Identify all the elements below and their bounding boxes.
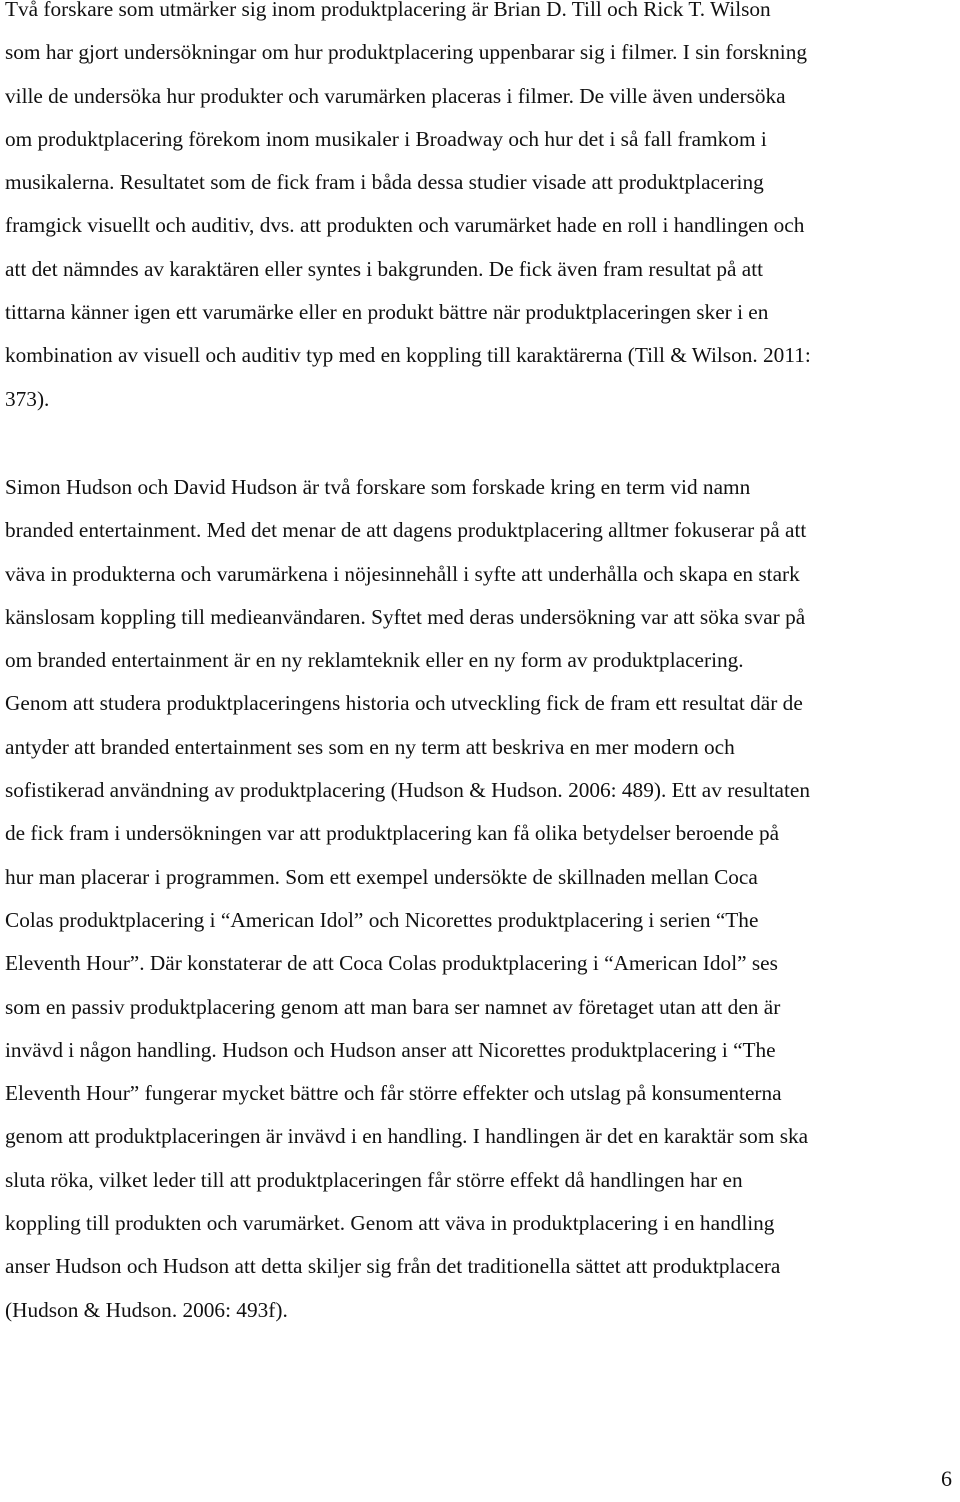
text-line: hur man placerar i programmen. Som ett exempel undersökte de skillnaden mellan Coca — [5, 864, 758, 889]
text-line: Eleventh Hour” fungerar mycket bättre och får större effekter och utslag på konsumenterna — [5, 1081, 782, 1106]
text-line: antyder att branded entertainment ses som en ny term att beskriva en mer modern och — [5, 734, 735, 759]
text-line: väva in produkterna och varumärkena i nöjesinnehåll i syfte att underhålla och skapa en stark — [5, 561, 800, 586]
text-line: som en passiv produktplacering genom att man bara ser namnet av företaget utan att den är — [5, 994, 781, 1019]
text-line: branded entertainment. Med det menar de att dagens produktplacering alltmer fokuserar på att — [5, 518, 807, 543]
text-line: att det nämndes av karaktären eller syntes i bakgrunden. De fick även fram resultat på att — [5, 256, 764, 281]
paragraph-hudson-hudson — [5, 466, 955, 1332]
text-line: de fick fram i undersökningen var att produktplacering kan få olika betydelser beroende på — [5, 821, 780, 846]
text-line: Simon Hudson och David Hudson är två forskare som forskade kring en term vid namn — [5, 475, 751, 499]
text-line: genom att produktplaceringen är invävd i en handling. I handlingen är det en karaktär som ska — [5, 1124, 809, 1149]
text-line: koppling till produkten och varumärket. Genom att väva in produktplacering i en handling — [5, 1211, 775, 1236]
text-line: Colas produktplacering i “American Idol” och Nicorettes produktplacering i serien “The — [5, 907, 759, 932]
text-line: tittarna känner igen ett varumärke eller en produkt bättre när produktplaceringen sker i en — [5, 300, 769, 325]
text-line: (Hudson & Hudson. 2006: 493f). — [5, 1297, 288, 1322]
text-line: Två forskare som utmärker sig inom produktplacering är Brian D. Till och Rick T. Wilson — [5, 0, 771, 21]
text-line: 373). — [5, 386, 50, 411]
text-line: om produktplacering förekom inom musikaler i Broadway och hur det i så fall framkom i — [5, 126, 767, 151]
text-line: ville de undersöka hur produkter och varumärken placeras i filmer. De ville även undersöka — [5, 83, 786, 108]
paragraph-till-wilson — [5, 0, 955, 421]
page-number: 6 — [941, 1466, 952, 1491]
text-line: om branded entertainment är en ny reklamteknik eller en ny form av produktplacering. — [5, 648, 744, 673]
text-line: framgick visuellt och auditiv, dvs. att produkten och varumärket hade en roll i handlingen och — [5, 213, 805, 238]
text-line: musikalerna. Resultatet som de fick fram i båda dessa studier visade att produktplacering — [5, 170, 764, 195]
text-line: anser Hudson och Hudson att detta skiljer sig från det traditionella sättet att produktplacera — [5, 1254, 781, 1279]
text-line: känslosam koppling till medieanvändaren. Syftet med deras undersökning var att söka svar på — [5, 604, 806, 629]
text-line: Eleventh Hour”. Där konstaterar de att Coca Colas produktplacering i “American Idol” ses — [5, 951, 778, 976]
text-line: invävd i någon handling. Hudson och Hudson anser att Nicorettes produktplacering i “The — [5, 1037, 776, 1062]
text-line: som har gjort undersökningar om hur produktplacering uppenbarar sig i filmer. I sin forskning — [5, 40, 808, 65]
text-line: sluta röka, vilket leder till att produktplaceringen får större effekt då handlingen har en — [5, 1167, 743, 1192]
text-line: sofistikerad användning av produktplacering (Hudson & Hudson. 2006: 489). Ett av resultaten — [5, 778, 810, 803]
text-line: kombination av visuell och auditiv typ med en koppling till karaktärerna (Till & Wilson. 2011: — [5, 343, 811, 368]
text-line: Genom att studera produktplaceringens historia och utveckling fick de fram ett resultat där de — [5, 691, 803, 716]
